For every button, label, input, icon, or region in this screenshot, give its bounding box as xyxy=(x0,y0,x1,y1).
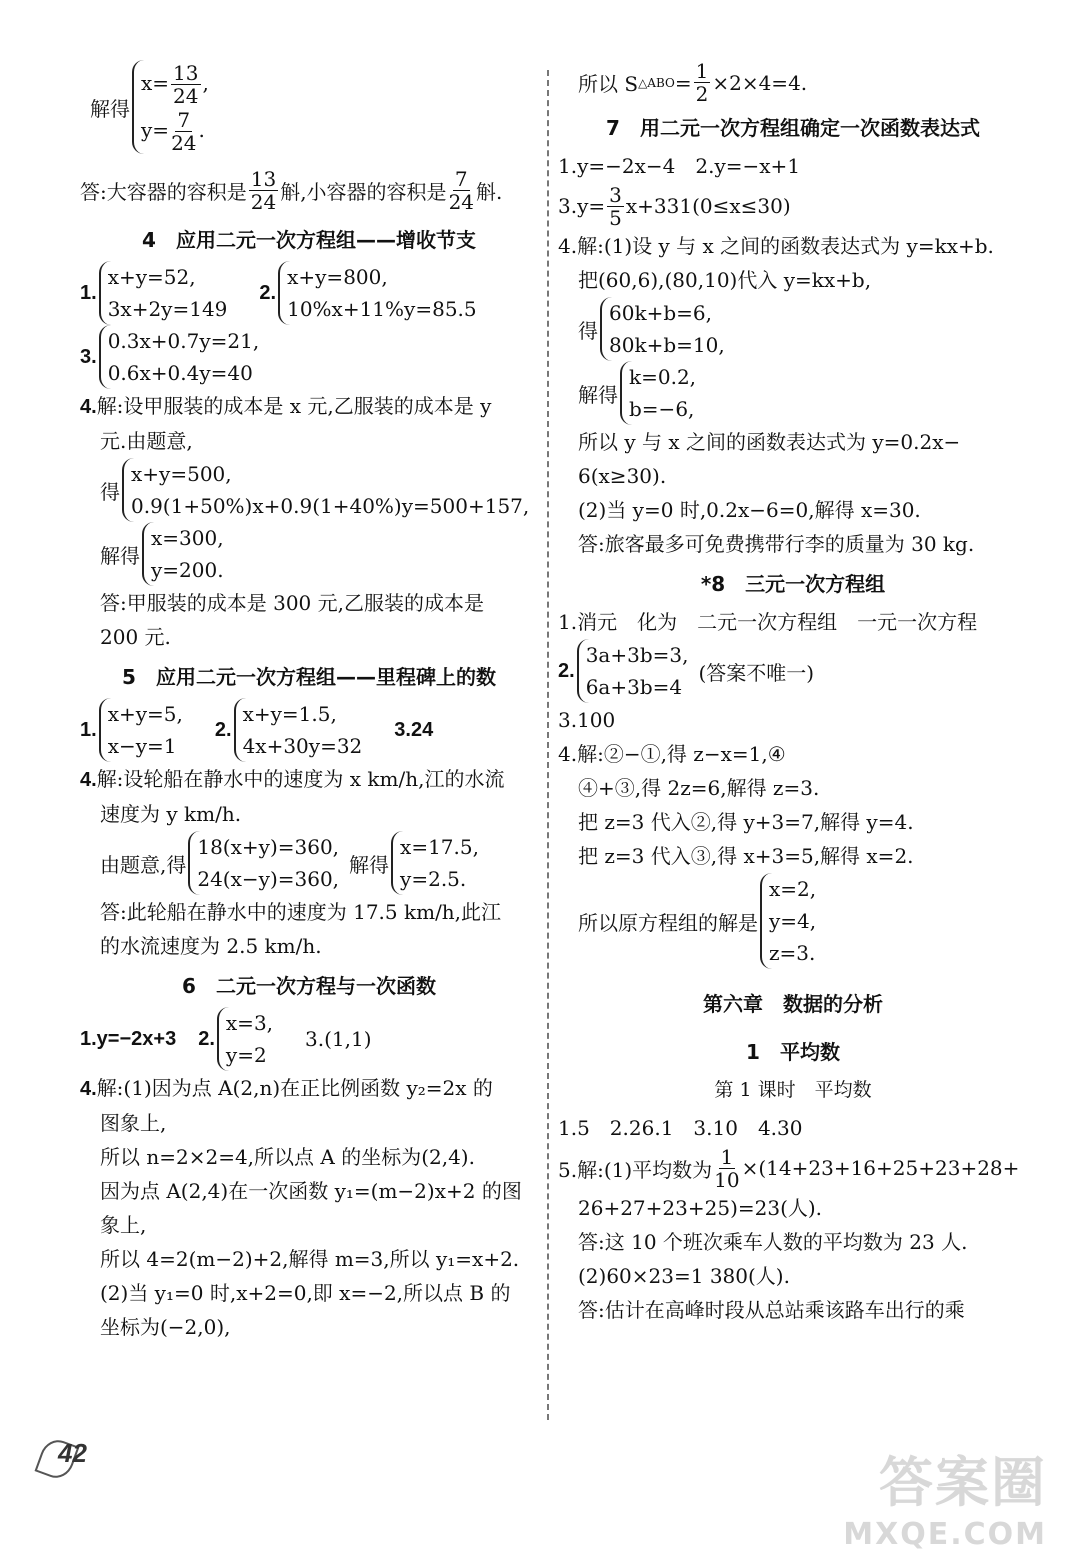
section-title-average: 1 平均数 xyxy=(746,1040,840,1064)
avg-q5-line: (2)60×23=1 380(人). xyxy=(578,1264,790,1288)
s4-q4-line: 4.解:设甲服装的成本是 x 元,乙服装的成本是 y xyxy=(80,394,492,418)
s6-q4-line: 4.解:(1)因为点 A(2,n)在正比例函数 y₂=2x 的 xyxy=(80,1076,493,1100)
watermark-text: 答案圈 xyxy=(879,1451,1047,1514)
s8-q4-solution-row: 所以原方程组的解是 x=2, y=4, z=3. xyxy=(558,873,1028,969)
s5-q4-line: 4.解:设轮船在静水中的速度为 x km/h,江的水流 xyxy=(80,767,505,791)
s8-q4-line: 4.解:②−①,得 z−x=1,④ xyxy=(558,742,786,766)
solution-system: x= $\frac{13}{24}$ , y= $\frac{7}{24}$ . xyxy=(132,60,215,154)
s7-q4-solution: k=0.2, b=−6, xyxy=(620,361,702,425)
s5-q4-system: 18(x+y)=360, 24(x−y)=360, xyxy=(188,831,345,895)
s5-q1-q3: 1. x+y=5, x−y=1 2. x+y=1.5, 4x+30y=32 3.24 xyxy=(80,698,538,762)
watermark xyxy=(843,1440,1047,1552)
avg-q5-line: 5.解:(1)平均数为 $\frac{1}{10}$ ×(14+23+16+25+23+28+ xyxy=(558,1144,1020,1192)
s5-q2-system: x+y=1.5, 4x+30y=32 xyxy=(234,698,369,762)
s5-q4-line: 速度为 y km/h. xyxy=(100,802,242,826)
s8-q4-line: ④+③,得 2z=6,解得 z=3. xyxy=(578,776,820,800)
s6-q1-q3: 1.y=−2x+3 2. x=3, y=2 3.(1,1) xyxy=(80,1007,538,1071)
section-title-5: 5 应用二元一次方程组——里程碑上的数 xyxy=(122,665,496,689)
s8-q4-line: 把 z=3 代入②,得 y+3=7,解得 y=4. xyxy=(578,810,914,834)
avg-q5-line: 答:估计在高峰时段从总站乘该路车出行的乘 xyxy=(578,1298,965,1322)
s8-q2-system: 3a+3b=3, 6a+3b=4 xyxy=(577,639,695,703)
s8-q4-line: 把 z=3 代入③,得 x+3=5,解得 x=2. xyxy=(578,844,914,868)
s4-q2-system: x+y=800, 10%x+11%y=85.5 xyxy=(278,261,483,325)
s7-q4-solution-row: 解得 k=0.2, b=−6, xyxy=(558,361,1028,425)
s7-q4-line: (2)当 y=0 时,0.2x−6=0,解得 x=30. xyxy=(578,498,921,522)
answer-line: 答:大容器的容积是 $\frac{13}{24}$ 斛,小容器的容积是 $\frac{7}{24}$ 斛. xyxy=(80,167,503,214)
avg-q5-line: 答:这 10 个班次乘车人数的平均数为 23 人. xyxy=(578,1230,968,1254)
section-title-4: 4 应用二元一次方程组——增收节支 xyxy=(142,228,476,252)
page-number: 42 xyxy=(58,1438,87,1468)
solution-block xyxy=(90,60,538,154)
s7-q4-system: 60k+b=6, 80k+b=10, xyxy=(600,297,731,361)
s5-answer: 答:此轮船在静水中的速度为 17.5 km/h,此江 xyxy=(100,900,502,924)
s4-q3: 3. 0.3x+0.7y=21, 0.6x+0.4y=40 xyxy=(80,325,538,389)
s4-q1-q2: 1. x+y=52, 3x+2y=149 2. x+y=800, 10%x+11%y=85.5 xyxy=(80,261,538,325)
s7-q1-q2: 1.y=−2x−4 2.y=−x+1 xyxy=(558,154,801,178)
s4-q4-system-row: 得 x+y=500, 0.9(1+50%)x+0.9(1+40%)y=500+157, xyxy=(80,458,538,522)
lesson-title: 第 1 课时 平均数 xyxy=(714,1079,872,1101)
area-line: 所以 S △ABO = $\frac{1}{2}$ ×2×4=4. xyxy=(578,59,808,106)
column-divider xyxy=(547,70,549,1420)
s7-q4-line: 4.解:(1)设 y 与 x 之间的函数表达式为 y=kx+b. xyxy=(558,234,994,258)
s8-q4-solution: x=2, y=4, z=3. xyxy=(760,873,822,969)
s8-q2: 2. 3a+3b=3, 6a+3b=4 (答案不唯一) xyxy=(558,639,1028,703)
s4-q4-solution: x=300, y=200. xyxy=(142,522,230,586)
s4-answer: 答:甲服装的成本是 300 元,乙服装的成本是 xyxy=(100,591,484,615)
solution-label: 解得 xyxy=(90,96,130,121)
s7-q4-line: 所以 y 与 x 之间的函数表达式为 y=0.2x− xyxy=(578,430,961,454)
s5-q1-system: x+y=5, x−y=1 xyxy=(99,698,189,762)
s6-q4-line: 象上, xyxy=(100,1213,147,1237)
s5-q4-system-row: 由题意,得 18(x+y)=360, 24(x−y)=360, 解得 x=17.5, y=2.5. xyxy=(80,831,538,895)
section-title-8: *8 三元一次方程组 xyxy=(700,572,886,596)
s7-q4-line: 6(x≥30). xyxy=(578,464,667,488)
right-column xyxy=(558,60,1028,1327)
s7-q3: 3.y= $\frac{3}{5}$ x+331(0≤x≤30) xyxy=(558,182,791,230)
s6-q4-line: 图象上, xyxy=(100,1111,167,1135)
s6-q2-system: x=3, y=2 xyxy=(217,1007,279,1071)
left-column xyxy=(80,60,538,1344)
s8-q3: 3.100 xyxy=(558,708,616,732)
s4-q4-solution-row: 解得 x=300, y=200. xyxy=(80,522,538,586)
section-title-6: 6 二元一次方程与一次函数 xyxy=(182,974,436,998)
s6-q4-line: 所以 n=2×2=4,所以点 A 的坐标为(2,4). xyxy=(100,1145,475,1169)
s7-q4-line: 把(60,6),(80,10)代入 y=kx+b, xyxy=(578,268,872,292)
s6-q4-line: 所以 4=2(m−2)+2,解得 m=3,所以 y₁=x+2. xyxy=(100,1247,520,1271)
avg-q5-line: 26+27+23+25)=23(人). xyxy=(578,1196,823,1220)
s8-q1: 1.消元 化为 二元一次方程组 一元一次方程 xyxy=(558,610,978,634)
s5-answer: 的水流速度为 2.5 km/h. xyxy=(100,934,322,958)
s6-q4-line: (2)当 y₁=0 时,x+2=0,即 x=−2,所以点 B 的 xyxy=(100,1281,511,1305)
section-title-7: 7 用二元一次方程组确定一次函数表达式 xyxy=(606,116,980,140)
s6-q4-line: 因为点 A(2,4)在一次函数 y₁=(m−2)x+2 的图 xyxy=(100,1179,522,1203)
avg-q1-q4: 1.5 2.26.1 3.10 4.30 xyxy=(558,1116,803,1140)
chapter-title: 第六章 数据的分析 xyxy=(703,992,883,1016)
s6-q4-line: 坐标为(−2,0), xyxy=(100,1315,231,1339)
s5-q4-solution: x=17.5, y=2.5. xyxy=(391,831,485,895)
watermark-url: MXQE.COM xyxy=(843,1517,1047,1552)
s4-answer: 200 元. xyxy=(100,625,171,649)
s7-q4-system-row: 得 60k+b=6, 80k+b=10, xyxy=(558,297,1028,361)
s7-q4-line: 答:旅客最多可免费携带行李的质量为 30 kg. xyxy=(578,532,975,556)
s4-q4-system: x+y=500, 0.9(1+50%)x+0.9(1+40%)y=500+157, xyxy=(122,458,535,522)
s4-q4-line: 元.由题意, xyxy=(100,429,193,453)
s4-q1-system: x+y=52, 3x+2y=149 xyxy=(99,261,234,325)
s4-q3-system: 0.3x+0.7y=21, 0.6x+0.4y=40 xyxy=(99,325,266,389)
